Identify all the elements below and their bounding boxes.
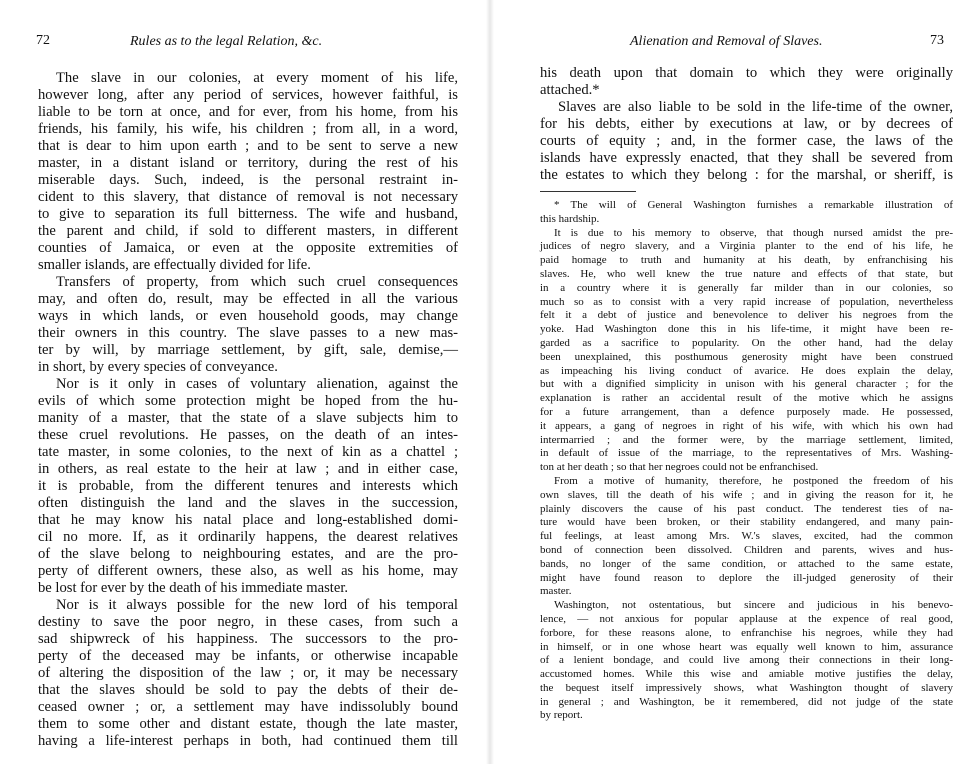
footnote-line: intermarried ; and the former were, by the marriage settlement, limited, — [540, 433, 953, 446]
right-body-text — [540, 65, 953, 184]
footnote-line: bond of connection been dissolved. Children and parents, wives and hus- — [540, 543, 953, 556]
text-line: however long, after any period of services, however faithful, is — [38, 87, 458, 103]
text-line: that he may know his natal place and long-established domi- — [38, 512, 458, 528]
left-page-number: 72 — [36, 33, 50, 48]
footnote-line: plainly discovers the cause of his past conduct. The tenderest ties of na- — [540, 502, 953, 515]
right-page-number: 73 — [930, 33, 944, 48]
text-line: attached.* — [540, 82, 600, 98]
text-line: of altering the disposition of the law ; or, it may be necessary — [38, 665, 458, 681]
text-line: manity of a master, that the state of a slave subjects him to — [38, 410, 458, 426]
text-line: may, and often do, result, may be effected in all the various — [38, 291, 458, 307]
text-line: the estates to which they belong : for the marshal, or sheriff, is — [540, 167, 953, 183]
footnote-line: for a future arrangement, than a defence purposely made. He possessed, — [540, 405, 953, 418]
text-line: their owners in this country. The slave passes to a new mas- — [38, 325, 458, 341]
footnote-line: judices of negro slavery, and a Virginia planter to the end of his life, he — [540, 240, 953, 253]
text-line: Nor is it always possible for the new lord of his temporal — [56, 597, 458, 613]
text-line: having a life-interest perhaps in both, had continued them till — [38, 733, 458, 749]
text-line: friends, his family, his wife, his children ; from all, in a word, — [38, 121, 458, 137]
text-line: smaller islands, are effectually divided for life. — [38, 257, 311, 273]
text-line: these cruel revolutions. He passes, on the death of an intes- — [38, 427, 458, 443]
footnote-rule — [540, 191, 636, 192]
text-line: cil no more. If, as it ordinarily happens, the dearest relatives — [38, 529, 458, 545]
text-line: islands have expressly enacted, that they shall be severed from — [540, 150, 953, 166]
footnote-line: much so as to consist with a very rapid increase of population, nevertheless — [540, 295, 953, 308]
text-line: be lost for ever by the death of his immediate master. — [38, 580, 349, 596]
text-line: tate master, in some colonies, to the next of kin as a chattel ; — [38, 444, 458, 460]
text-line: that is dear to him upon earth ; and to be sent to serve a new — [38, 138, 458, 154]
text-line: master, in a distant island or territory, during the rest of his — [38, 155, 458, 171]
footnote-line: in default of issue of the marriage, to the representatives of Mrs. Washing- — [540, 447, 953, 460]
text-line: to give to separation its full bitterness. The wife and husband, — [38, 206, 458, 222]
footnote — [540, 199, 953, 723]
text-line: often distinguish the land and the slaves in the succession, — [38, 495, 458, 511]
text-line: in short, by every species of conveyance. — [38, 359, 278, 375]
text-line: ways in which lands, or even household goods, may change — [38, 308, 458, 324]
text-line: counties of Jamaica, or even at the opposite extremities of — [38, 240, 458, 256]
footnote-line: It is due to his memory to observe, that though nursed amidst the pre- — [554, 226, 953, 239]
text-line: sad shipwreck of his happiness. The successors to the pro- — [38, 631, 458, 647]
footnote-line: master. — [540, 585, 572, 598]
footnote-line: From a motive of humanity, therefore, he postponed the freedom of his — [554, 474, 953, 487]
text-line: courts of equity ; and, in the former case, the laws of the — [540, 133, 953, 149]
footnote-line: slaves. He, who well knew the true nature and effects of that state, but — [540, 267, 953, 280]
footnote-line: in a country where it is generally far milder than in our colonies, so — [540, 281, 953, 294]
footnote-line: in himself, or in one whose heart was equally well known to him, assurance — [540, 640, 953, 653]
footnote-line: accustomed homes. While this wise and amiable motive justifies the delay, — [540, 668, 953, 681]
footnote-line: it appears, a gang of negroes in right of his wife, with which his own had — [540, 419, 953, 432]
footnote-line: of a lenient bondage, and could live among their connections in their long- — [540, 654, 953, 667]
left-body-text — [38, 70, 458, 750]
text-line: evils of which some protection might be hoped from the hu- — [38, 393, 458, 409]
text-line: that the slaves should be sold to pay the debts of their de- — [38, 682, 458, 698]
footnote-line: the bequest itself impressively shows, what Washington thought of slavery — [540, 681, 953, 694]
left-running-head: Rules as to the legal Relation, &c. — [130, 34, 323, 49]
text-line: for his debts, either by executions at law, or by decrees of — [540, 116, 953, 132]
text-line: miserable days. Such, indeed, is the personal restraint in- — [38, 172, 458, 188]
footnote-line: this hardship. — [540, 212, 600, 225]
footnote-line: in general ; and Washington, be it remembered, did not judge of the state — [540, 695, 953, 708]
footnote-line: * The will of General Washington furnishes a remarkable illustration of — [554, 199, 953, 211]
text-line: the parent and child, if sold to different masters, in different — [38, 223, 458, 239]
text-line: cident to this slavery, that distance of removal is not necessary — [38, 189, 458, 205]
footnote-line: explanation is rather an accidental result of the motive which he assigns — [540, 392, 953, 405]
footnote-line: bands, no longer of the same condition, or attached to the same estate, — [540, 557, 953, 570]
footnote-line: garded as a sacrifice to popularity. On the other hand, had the delay — [540, 336, 953, 349]
footnote-line: but with a dignified simplicity in unison with his general character ; for the — [540, 378, 953, 391]
footnote-line: paid homage to truth and humanity at his death, by enfranchising his — [540, 254, 953, 267]
text-line: perty of the deceased may be infants, or otherwise incapable — [38, 648, 458, 664]
footnote-line: yoke. Had Washington done this in his life-time, it might have been re- — [540, 323, 953, 336]
footnote-line: forbore, for these reasons alone, to enfranchise his negroes, while they had — [540, 626, 953, 639]
text-line: them to some other and distant estate, though the late master, — [38, 716, 458, 732]
text-line: Nor is it only in cases of voluntary alienation, against the — [56, 376, 458, 392]
footnote-line: might have found reason to deplore the ill-judged generosity of their — [540, 571, 953, 584]
footnote-line: by report. — [540, 709, 583, 722]
text-line: ter by will, by marriage settlement, by gift, sale, demise,— — [38, 342, 458, 358]
right-running-head: Alienation and Removal of Slaves. — [630, 34, 823, 49]
text-line: of the slave belong to neighbouring estates, and are the pro- — [38, 546, 458, 562]
footnote-line: ful feelings, at least among Mrs. W.'s slaves, excited, had the common — [540, 530, 953, 543]
text-line: destiny to save the poor negro, in these cases, from such a — [38, 614, 458, 630]
text-line: it is probable, from the different tenures and interests which — [38, 478, 458, 494]
text-line: in others, as real estate to the heir at law ; and in either case, — [38, 461, 458, 477]
text-line: Slaves are also liable to be sold in the life-time of the owner, — [558, 99, 953, 115]
footnote-line: as impeaching his living conduct of avarice. He does explain the delay, — [540, 364, 953, 377]
footnote-line: ture would have been broken, or their stability endangered, and many pain- — [540, 516, 953, 529]
footnote-line: lence, — not anxious for popular applause at the expence of real good, — [540, 612, 953, 625]
text-line: his death upon that domain to which they were originally — [540, 65, 953, 81]
footnote-line: felt it a debt of justice and benevolence to deliver his negroes from the — [540, 309, 953, 322]
footnote-line: been unexplained, this posthumous generosity might have been construed — [540, 350, 953, 363]
footnote-line: Washington, not ostentatious, but sincere and judicious in his benevo- — [554, 599, 953, 612]
footnote-line: own slaves, till the death of his wife ; and in giving the reason for it, he — [540, 488, 953, 501]
text-line: perty of different owners, these also, as well as his home, may — [38, 563, 458, 579]
text-line: liable to be torn at once, and for ever, from his home, from his — [38, 104, 458, 120]
text-line: The slave in our colonies, at every moment of his life, — [56, 70, 458, 86]
text-line: ceased owner ; or, a settlement may have indissolubly bound — [38, 699, 458, 715]
footnote-line: ton at her death ; so that her negroes could not be enfranchised. — [540, 461, 819, 474]
text-line: Transfers of property, from which such cruel consequences — [56, 274, 458, 290]
